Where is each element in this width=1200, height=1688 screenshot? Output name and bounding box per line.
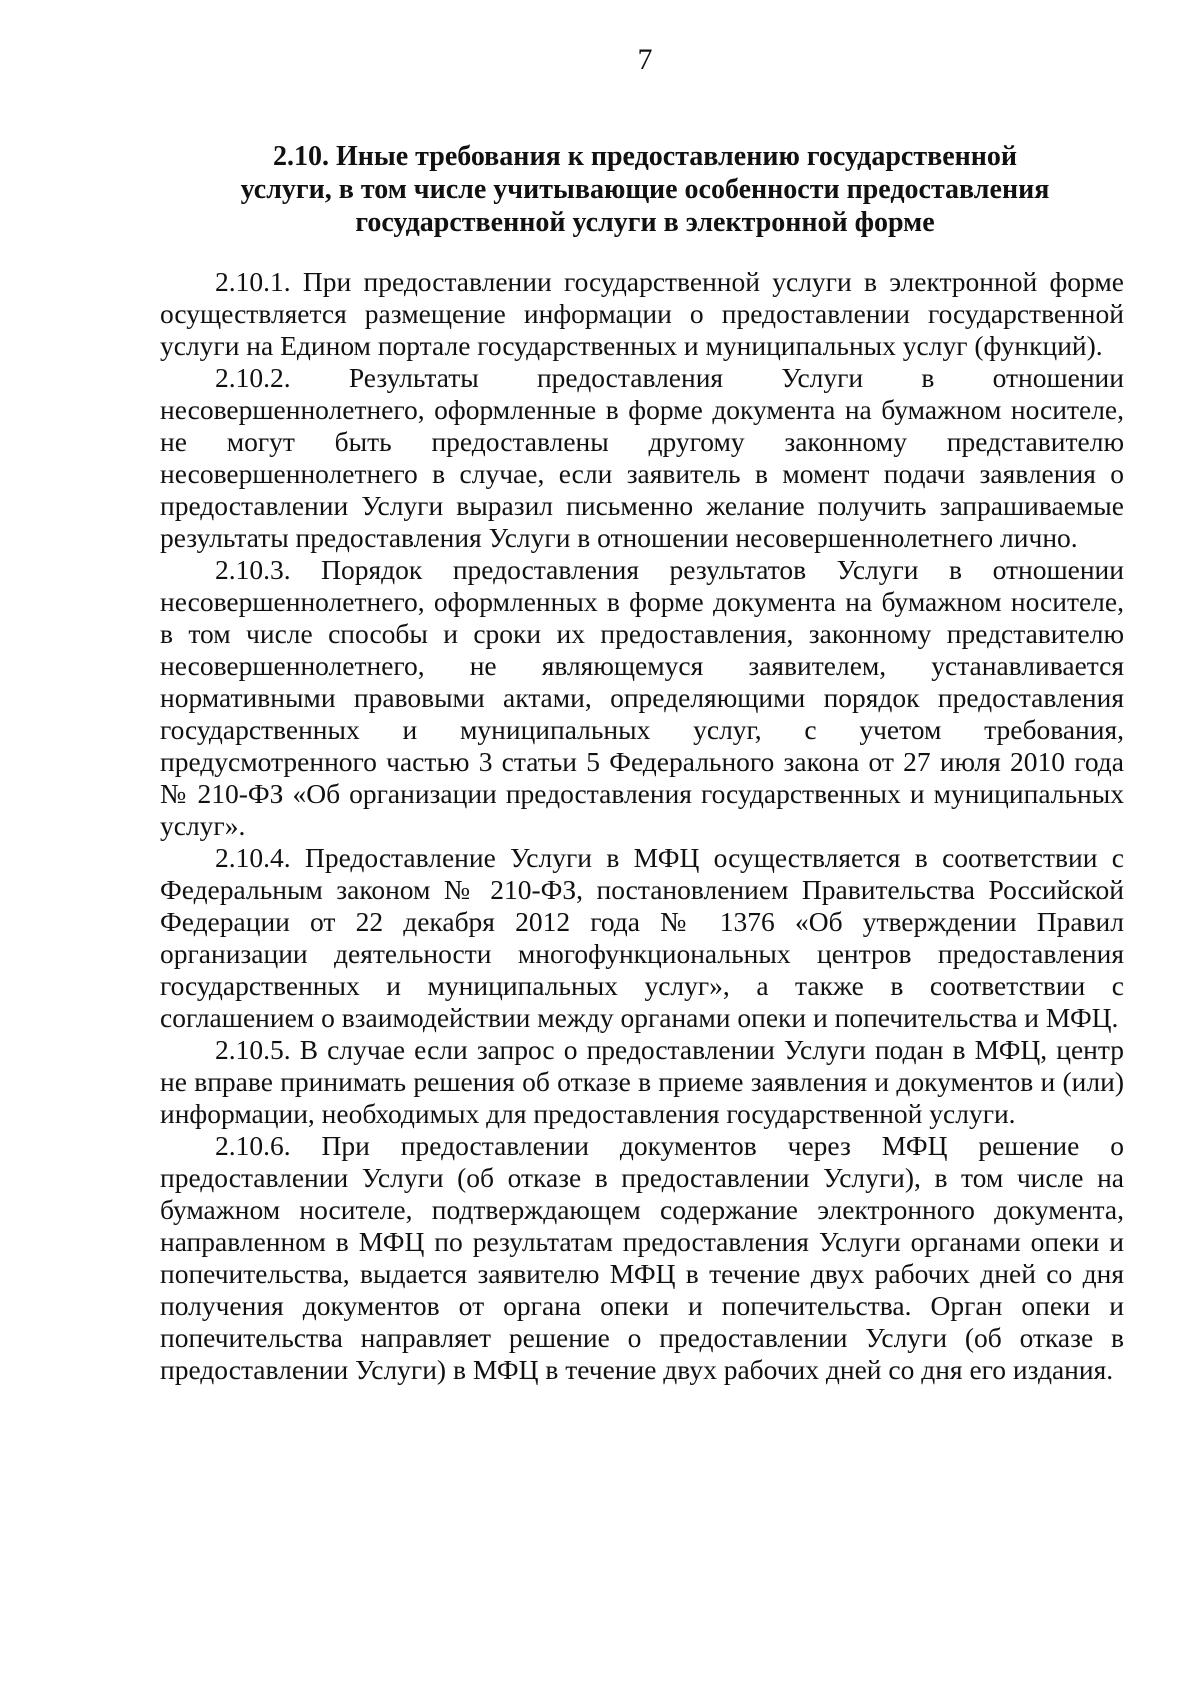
section-heading — [160, 140, 1130, 239]
paragraph-2-10-3: 2.10.3. Порядок предоставления результатов Услуги в отношении несовершеннолетнего, оформленных в форме документа на бумажном носителе, в том числе способы и сроки их предоставления, законному представителю несовершеннолетнего, не являющемуся заявителем, устанавливается нормативными правовыми актами, определяющими порядок предоставления государственных и муниципальных услуг, с учетом требования, предусмотренного частью 3 статьи 5 Федерального закона от 27 июля 2010 года № 210-ФЗ «Об организации предоставления государственных и муниципальных услуг». — [160, 554, 1124, 841]
paragraph-2-10-5: 2.10.5. В случае если запрос о предоставлении Услуги подан в МФЦ, центр не вправе принимать решения об отказе в приеме заявления и документов и (или) информации, необходимых для предоставления государственной услуги. — [160, 1034, 1124, 1129]
section-heading-line: государственной услуги в электронной форме — [355, 207, 935, 238]
section-heading-line: услуги, в том числе учитывающие особенности предоставления — [240, 174, 1050, 205]
paragraph-2-10-4: 2.10.4. Предоставление Услуги в МФЦ осуществляется в соответствии с Федеральным законом № 210-ФЗ, постановлением Правительства Российской Федерации от 22 декабря 2012 года № 1376 «Об утверждении Правил организации деятельности многофункциональных центров предоставления государственных и муниципальных услуг», а также в соответствии с соглашением о взаимодействии между органами опеки и попечительства и МФЦ. — [160, 842, 1124, 1033]
paragraph-2-10-2: 2.10.2. Результаты предоставления Услуги в отношении несовершеннолетнего, оформленные в форме документа на бумажном носителе, не могут быть предоставлены другому законному представителю несовершеннолетнего в случае, если заявитель в момент подачи заявления о предоставлении Услуги выразил письменно желание получить запрашиваемые результаты предоставления Услуги в отношении несовершеннолетнего лично. — [160, 362, 1124, 553]
page-number: 7 — [637, 43, 653, 76]
paragraph-2-10-6: 2.10.6. При предоставлении документов через МФЦ решение о предоставлении Услуги (об отказе в предоставлении Услуги), в том числе на бумажном носителе, подтверждающем содержание электронного документа, направленном в МФЦ по результатам предоставления Услуги органами опеки и попечительства, выдается заявителю МФЦ в течение двух рабочих дней со дня получения документов от органа опеки и попечительства. Орган опеки и попечительства направляет решение о предоставлении Услуги (об отказе в предоставлении Услуги) в МФЦ в течение двух рабочих дней со дня его издания. — [160, 1130, 1124, 1385]
section-heading-line: 2.10. Иные требования к предоставлению государственной — [272, 141, 1018, 172]
paragraph-2-10-1: 2.10.1. При предоставлении государственной услуги в электронной форме осуществляется размещение информации о предоставлении государственной услуги на Едином портале государственных и муниципальных услуг (функций). — [160, 266, 1124, 361]
document-body — [160, 266, 1124, 1386]
